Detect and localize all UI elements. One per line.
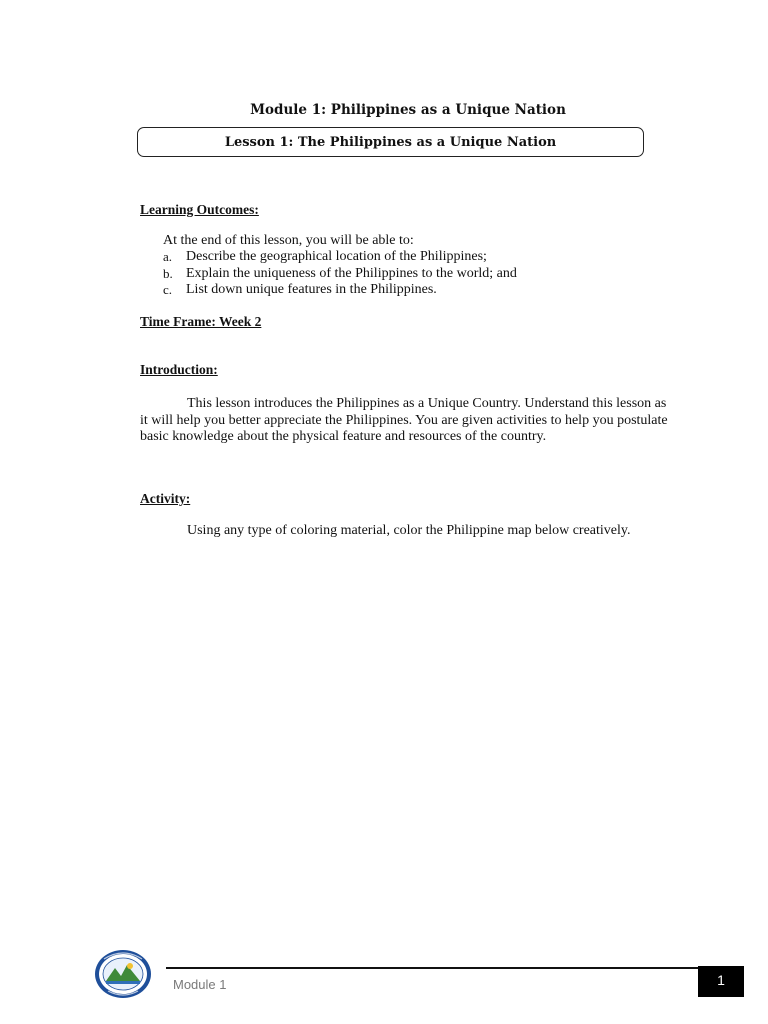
list-item-text: List down unique features in the Philippines.: [186, 282, 437, 297]
list-item: [140, 282, 517, 299]
introduction-body: This lesson introduces the Philippines as a Unique Country. Understand this lesson as it will help you better appreciate the Philippines. You are given activities to help you postulate basic knowledge about the physical feature and resources of the country.: [140, 396, 668, 444]
list-item-letter: c.: [163, 282, 173, 297]
learning-outcomes-intro: At the end of this lesson, you will be able to:: [163, 233, 414, 248]
introduction-paragraph: [140, 396, 670, 446]
footer-module-label: Module 1: [173, 977, 227, 992]
time-frame-heading: Time Frame: Week 2: [140, 314, 262, 329]
list-item-text: Explain the uniqueness of the Philippines to the world; and: [186, 265, 517, 281]
college-seal-logo: [94, 949, 152, 999]
list-item-text: Describe the geographical location of the Philippines;: [186, 249, 487, 264]
list-item: [140, 266, 517, 283]
activity-body: Using any type of coloring material, color the Philippine map below creatively.: [187, 523, 631, 538]
footer-divider: [166, 967, 698, 969]
activity-paragraph: [140, 523, 670, 540]
lesson-title: Lesson 1: The Philippines as a Unique Nation: [224, 134, 557, 150]
module-title: Module 1: Philippines as a Unique Nation: [250, 102, 566, 118]
activity-heading: Activity:: [140, 491, 191, 506]
learning-outcomes-heading: Learning Outcomes:: [140, 202, 259, 217]
learning-outcomes-list: [140, 249, 517, 299]
page-number-box: [698, 966, 744, 997]
list-item-letter: b.: [163, 265, 173, 281]
lesson-title-box: [137, 127, 644, 157]
list-item-letter: a.: [163, 249, 173, 264]
introduction-heading: Introduction:: [140, 362, 218, 377]
list-item: [140, 249, 517, 266]
page-number: 1: [717, 972, 725, 988]
